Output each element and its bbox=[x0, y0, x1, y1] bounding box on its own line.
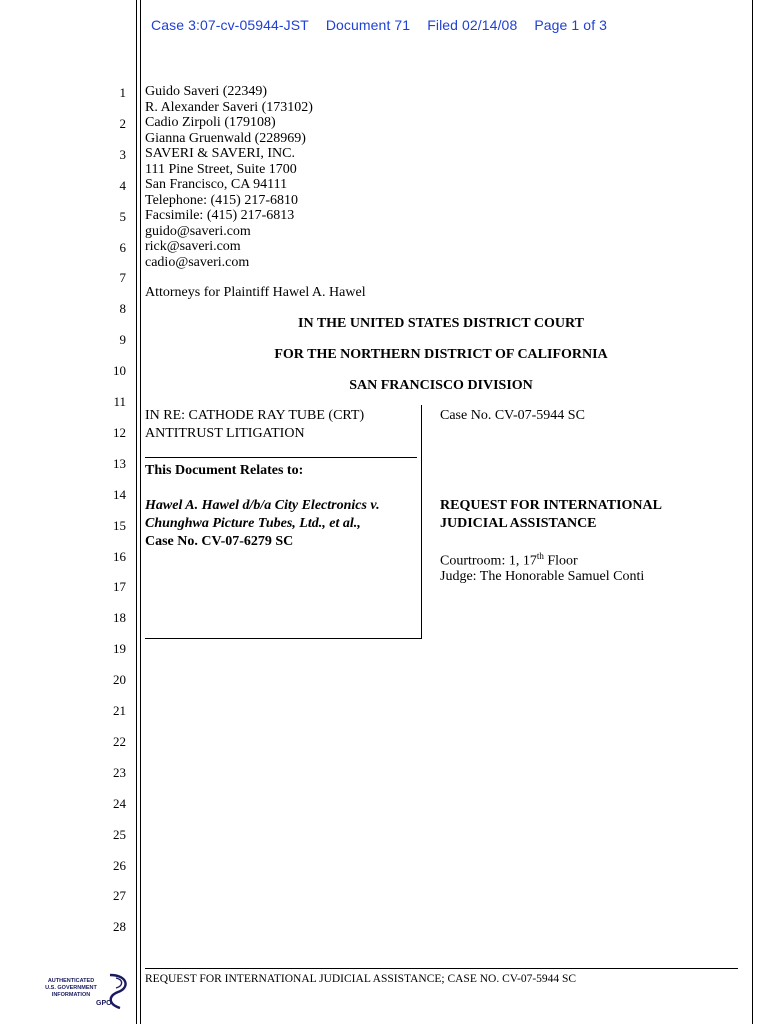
footer-rule bbox=[145, 968, 738, 969]
related-case-number: Case No. CV-07-6279 SC bbox=[145, 534, 294, 549]
seal-eagle-icon bbox=[110, 975, 126, 1008]
seal-gpo-mark: GPO bbox=[96, 1000, 112, 1007]
court-district: FOR THE NORTHERN DISTRICT OF CALIFORNIA bbox=[274, 347, 608, 362]
line-number: 1 bbox=[119, 85, 126, 100]
line-number: 13 bbox=[113, 455, 126, 471]
seal-line-2: U.S. GOVERNMENT bbox=[45, 985, 97, 991]
footer-text: REQUEST FOR INTERNATIONAL JUDICIAL ASSISTANCE; CASE NO. CV-07-5944 SC bbox=[145, 973, 577, 985]
attorney-line: Cadio Zirpoli (179108) bbox=[145, 115, 276, 130]
attorney-line: Telephone: (415) 217-6810 bbox=[145, 192, 298, 208]
line-number: 6 bbox=[119, 239, 126, 255]
caption-vertical-rule bbox=[421, 405, 422, 639]
seal-line-1: AUTHENTICATED bbox=[47, 978, 95, 984]
attorney-line: 111 Pine Street, Suite 1700 bbox=[145, 161, 297, 177]
line-number: 9 bbox=[119, 332, 126, 348]
seal-line-3: INFORMATION bbox=[51, 992, 91, 998]
header-case-number: Case 3:07-cv-05944-JST bbox=[151, 17, 309, 33]
line-number: 17 bbox=[113, 579, 126, 595]
line-number: 19 bbox=[113, 641, 126, 657]
related-case-line-1: Hawel A. Hawel d/b/a City Electronics v. bbox=[145, 498, 380, 513]
line-number: 27 bbox=[113, 888, 126, 904]
court-division: SAN FRANCISCO DIVISION bbox=[349, 378, 533, 393]
line-number: 22 bbox=[113, 733, 126, 749]
line-number: 11 bbox=[113, 394, 126, 409]
line-number: 26 bbox=[113, 857, 126, 873]
line-number: 21 bbox=[113, 703, 126, 718]
attorneys-for: Attorneys for Plaintiff Hawel A. Hawel bbox=[145, 285, 366, 300]
attorney-line: SAVERI & SAVERI, INC. bbox=[145, 146, 296, 161]
line-number: 16 bbox=[113, 548, 126, 564]
attorney-line: Gianna Gruenwald (228969) bbox=[145, 130, 306, 146]
line-number: 15 bbox=[113, 517, 126, 533]
courtroom: Courtroom: 1, 17th Floor bbox=[440, 551, 578, 569]
related-case-line-2: Chunghwa Picture Tubes, Ltd., et al., bbox=[145, 516, 361, 531]
line-number: 8 bbox=[119, 301, 126, 317]
header-document-number: Document 71 bbox=[325, 17, 411, 33]
margin-rule-left-2 bbox=[140, 0, 141, 1024]
attorney-line: San Francisco, CA 94111 bbox=[145, 177, 288, 192]
attorney-line: Guido Saveri (22349) bbox=[145, 84, 268, 99]
court-name: IN THE UNITED STATES DISTRICT COURT bbox=[298, 316, 584, 331]
in-re-line-1: IN RE: CATHODE RAY TUBE (CRT) bbox=[145, 408, 365, 423]
line-number: 2 bbox=[119, 115, 126, 131]
gpo-authentication-seal bbox=[38, 972, 138, 1012]
attorney-line: Facsimile: (415) 217-6813 bbox=[145, 208, 295, 223]
line-number: 23 bbox=[113, 764, 126, 780]
line-number: 20 bbox=[113, 672, 126, 688]
case-number: Case No. CV-07-5944 SC bbox=[440, 408, 585, 423]
line-number: 3 bbox=[119, 146, 126, 162]
attorney-line: guido@saveri.com bbox=[145, 223, 251, 239]
margin-rule-left-1 bbox=[136, 0, 137, 1024]
filing-header bbox=[151, 17, 620, 33]
line-number: 24 bbox=[113, 795, 126, 811]
line-number: 12 bbox=[113, 424, 126, 440]
header-filed-date: Filed 02/14/08 bbox=[427, 17, 518, 33]
relates-to-heading: This Document Relates to: bbox=[145, 463, 304, 478]
attorney-line: R. Alexander Saveri (173102) bbox=[145, 99, 313, 115]
line-number: 5 bbox=[119, 208, 126, 224]
judge: Judge: The Honorable Samuel Conti bbox=[440, 569, 645, 584]
attorney-block bbox=[145, 84, 313, 270]
attorney-line: rick@saveri.com bbox=[145, 239, 241, 254]
line-number: 7 bbox=[119, 270, 126, 286]
line-number: 4 bbox=[119, 177, 126, 193]
line-number: 28 bbox=[113, 919, 126, 935]
document-title-line-1: REQUEST FOR INTERNATIONAL bbox=[440, 498, 662, 513]
line-number: 10 bbox=[113, 363, 126, 379]
line-number: 18 bbox=[113, 610, 126, 626]
header-page-number: Page 1 of 3 bbox=[534, 17, 608, 33]
document-title-line-2: JUDICIAL ASSISTANCE bbox=[440, 516, 597, 531]
line-number: 14 bbox=[113, 486, 126, 502]
attorney-line: cadio@saveri.com bbox=[145, 254, 250, 270]
caption-divider bbox=[145, 457, 417, 458]
caption-bottom-rule bbox=[145, 638, 422, 639]
margin-rule-right bbox=[752, 0, 753, 1024]
line-number: 25 bbox=[113, 826, 126, 842]
in-re-line-2: ANTITRUST LITIGATION bbox=[145, 426, 305, 441]
